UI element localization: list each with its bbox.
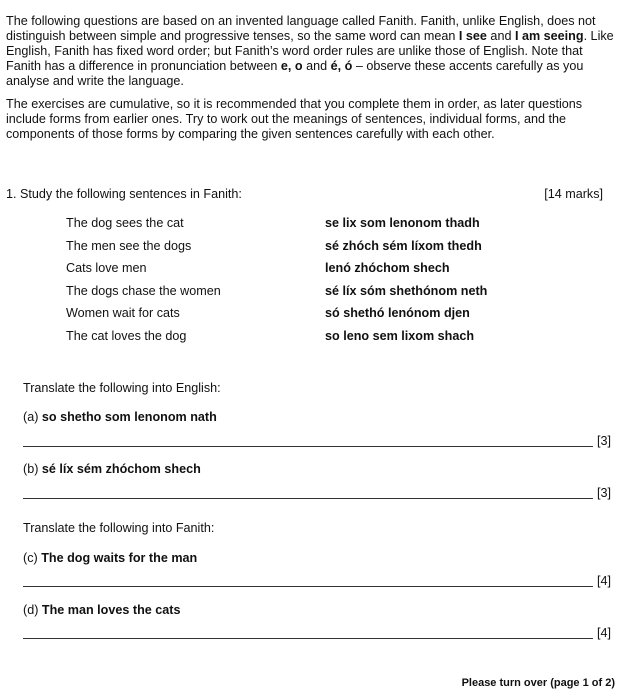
question-title: 1. Study the following sentences in Fanith: (6, 187, 242, 201)
item-label: (b) (23, 462, 42, 476)
item-text: The man loves the cats (41, 603, 181, 617)
intro-emphasis: e, o (280, 59, 303, 73)
page-footer: Please turn over (page 1 of 2) (461, 677, 615, 689)
item-text: sé líx sém zhóchom shech (41, 462, 201, 476)
sentence-pair (66, 239, 546, 262)
sentence-pair (66, 284, 546, 307)
item-d (23, 603, 180, 617)
intro-paragraph-2: The exercises are cumulative, so it is recommended that you complete them in order, as later questions include forms from earlier ones. Try to work out the meanings of sentences, individual forms, and the components of those forms by comparing the given sentences carefully with each other. (6, 97, 583, 141)
english-sentence: The dog sees the cat (66, 216, 184, 230)
question-heading (6, 187, 603, 201)
instruction-translate-english: Translate the following into English: (23, 381, 221, 395)
item-text: so shetho som lenonom nath (41, 410, 217, 424)
fanith-sentence: sé líx sóm shethónom neth (325, 283, 488, 298)
answer-line-c[interactable] (23, 586, 593, 587)
answer-line-d[interactable] (23, 638, 593, 639)
item-a (23, 410, 217, 424)
english-sentence: Women wait for cats (66, 306, 180, 320)
item-label: (d) (23, 603, 42, 617)
intro-text: – observe these accents carefully as you analyse and write the language. (6, 59, 584, 88)
intro-paragraph-1 (6, 14, 614, 89)
fanith-sentence: se lix som lenonom thadh (325, 216, 480, 230)
sentence-pairs (66, 216, 546, 351)
mark-d: [4] (597, 626, 612, 640)
item-label: (c) (23, 551, 42, 565)
fanith-sentence: sé zhóch sém líxom thedh (325, 238, 482, 253)
instruction-translate-fanith: Translate the following into Fanith: (23, 521, 215, 535)
intro-text: . Like English, Fanith has fixed word order; but Fanith’s word order rules are unlike those of English. Note that Fanith has a difference in pronunciation between (6, 29, 614, 73)
sentence-pair (66, 261, 546, 284)
intro-emphasis: I am seeing (514, 29, 584, 43)
sentence-pair (66, 329, 546, 352)
fanith-sentence: só shethó lenónom djen (325, 306, 470, 320)
mark-c: [4] (597, 574, 612, 588)
intro-emphasis: I see (458, 29, 487, 43)
item-label: (a) (23, 410, 42, 424)
answer-line-b[interactable] (23, 498, 593, 499)
english-sentence: Cats love men (66, 261, 147, 275)
item-text: The dog waits for the man (41, 551, 198, 565)
item-c (23, 551, 197, 565)
answer-line-a[interactable] (23, 446, 593, 447)
english-sentence: The men see the dogs (66, 238, 192, 253)
mark-b: [3] (597, 486, 612, 500)
intro-text: and (486, 29, 515, 43)
sentence-pair (66, 216, 546, 239)
intro-text: The following questions are based on an invented language called Fanith. Fanith, unlike English, does not distinguish between simple and progressive tenses, so the same word can mean (6, 14, 596, 43)
fanith-sentence: lenó zhóchom shech (325, 261, 450, 275)
intro-text: and (302, 59, 331, 73)
question-total-marks: [14 marks] (544, 187, 603, 201)
english-sentence: The cat loves the dog (66, 328, 187, 343)
fanith-sentence: so leno sem lixom shach (325, 328, 475, 343)
sentence-pair (66, 306, 546, 329)
item-b (23, 462, 201, 476)
intro-emphasis: é, ó (330, 59, 353, 73)
english-sentence: The dogs chase the women (66, 283, 221, 298)
mark-a: [3] (597, 434, 612, 448)
